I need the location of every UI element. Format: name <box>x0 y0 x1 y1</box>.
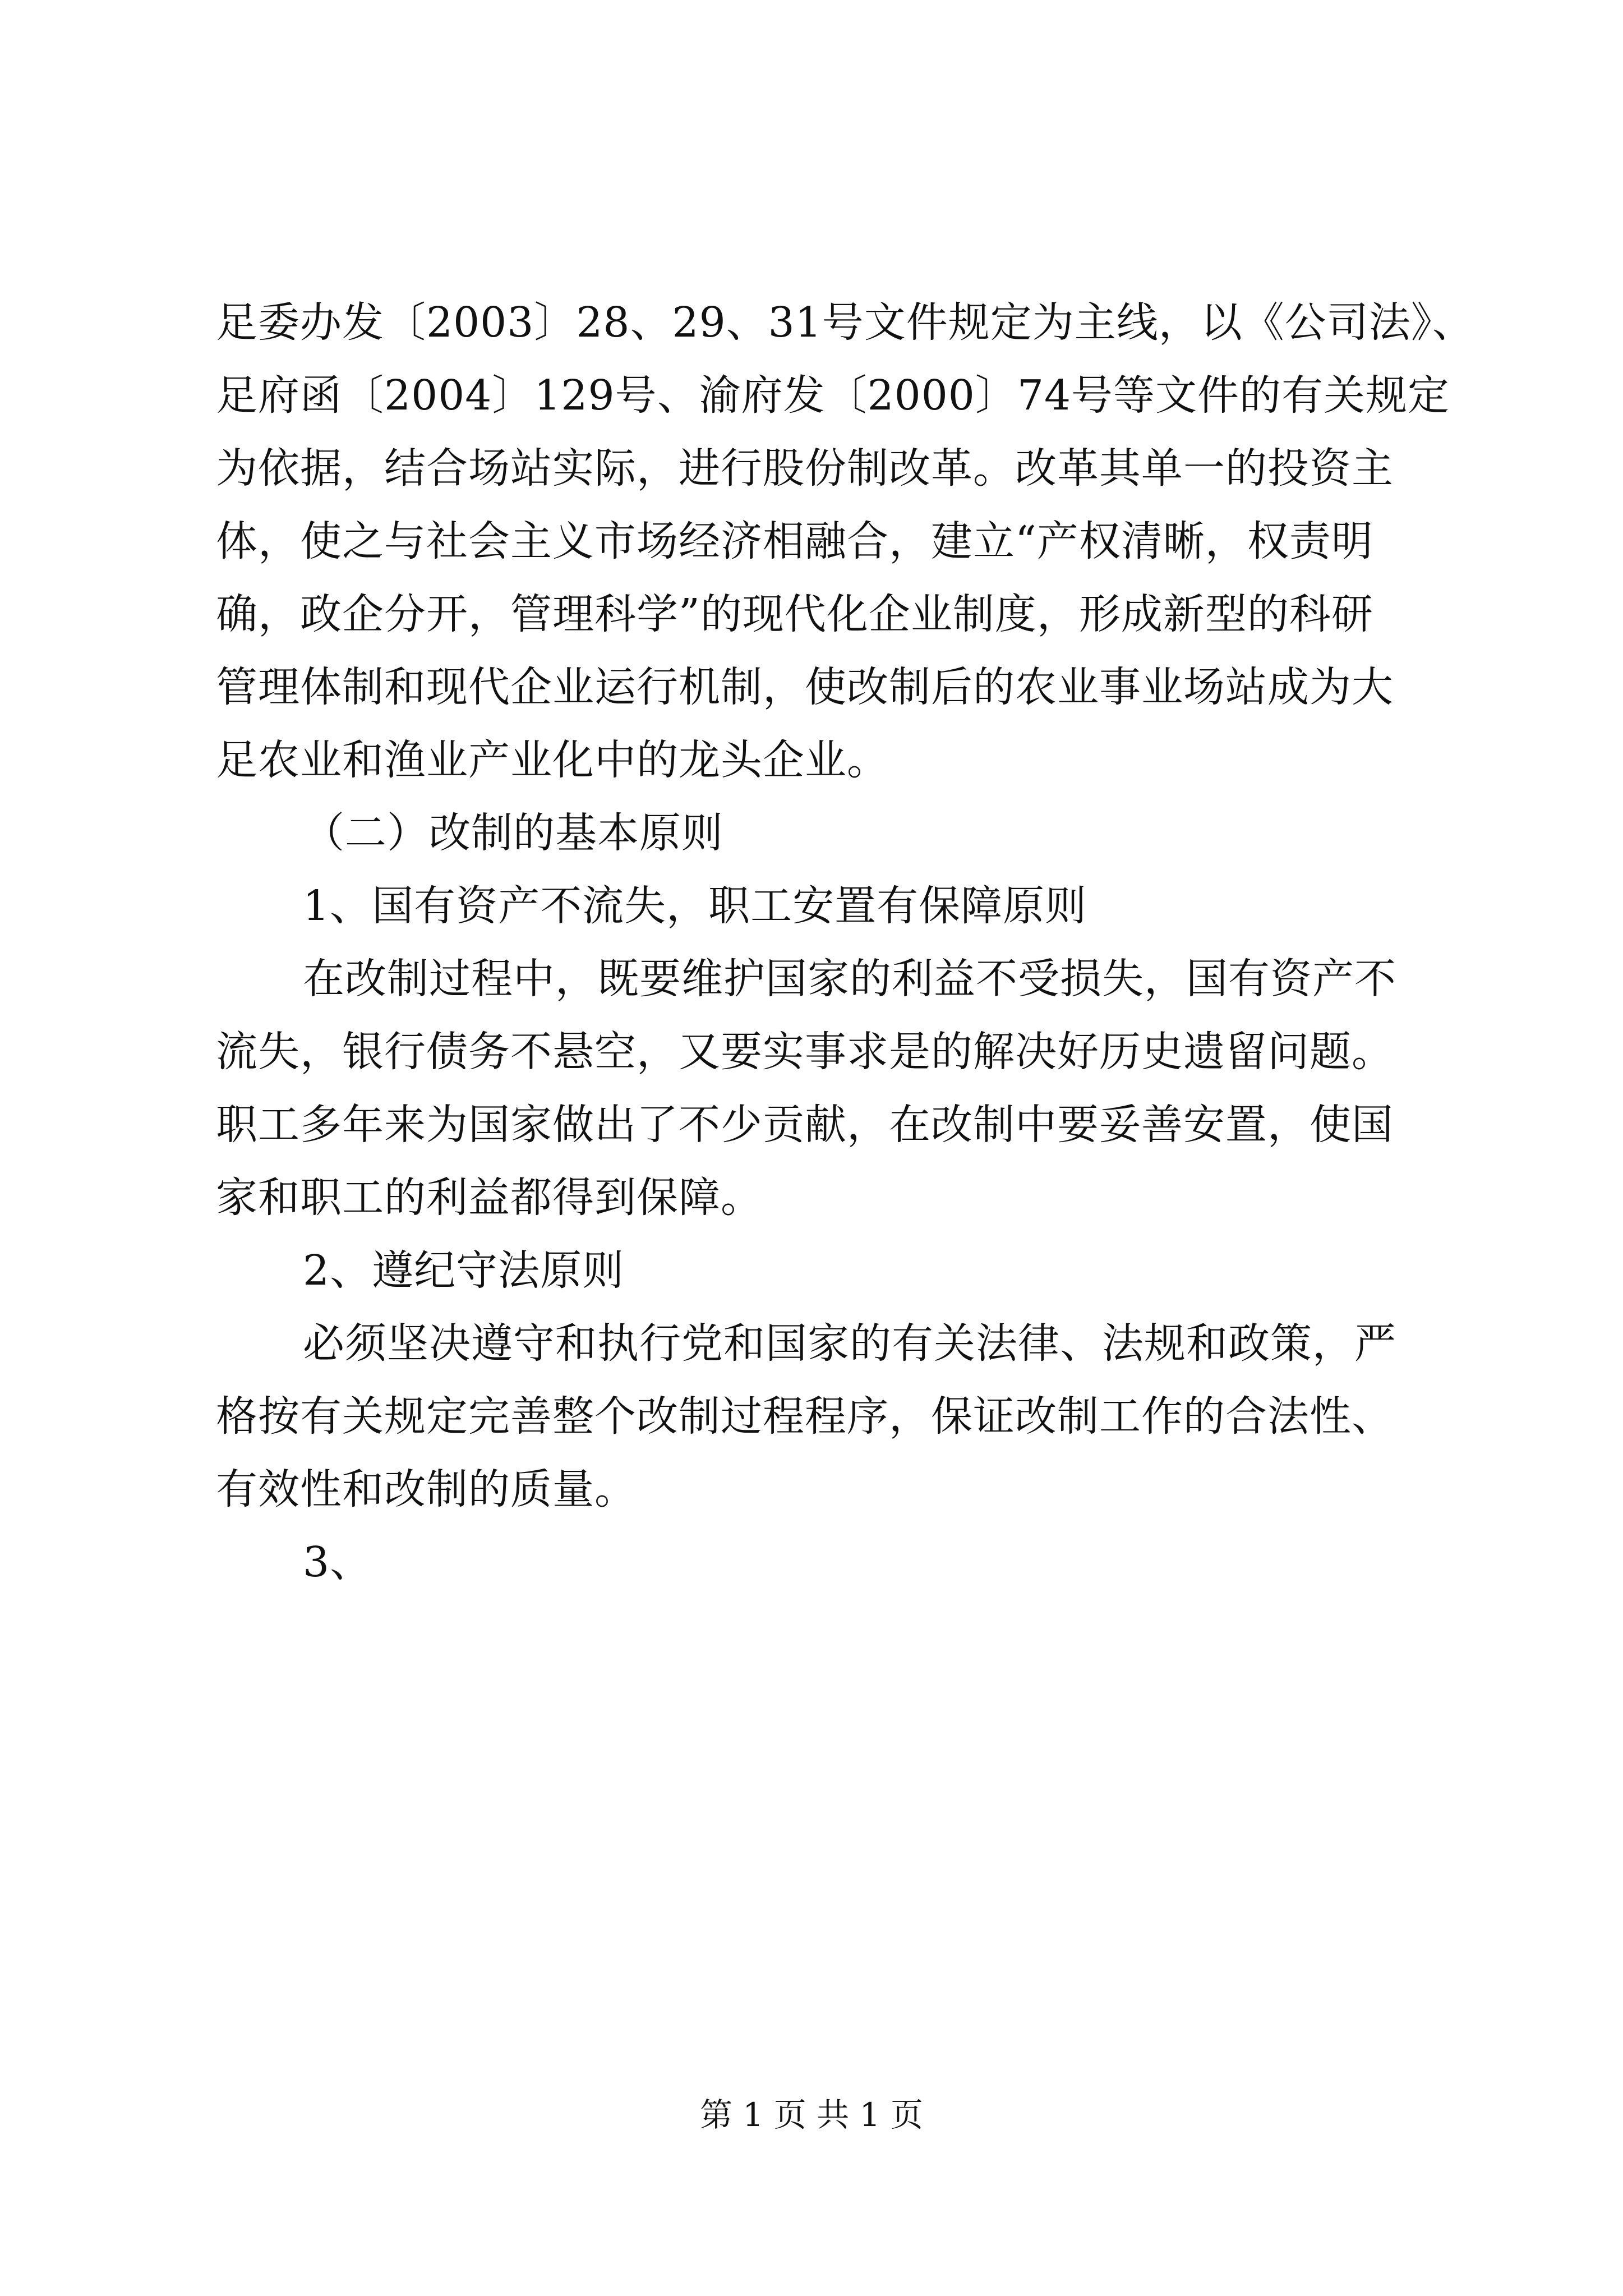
body-line: 体，使之与社会主义市场经济相融合，建立“产权清晰，权责明 <box>216 517 1373 565</box>
body-line: 格按有关规定完善整个改制过程程序，保证改制工作的合法性、 <box>216 1392 1394 1441</box>
body-line: 足府函〔2004〕129号、渝府发〔2000〕74号等文件的有关规定 <box>216 371 1450 420</box>
body-line: 足委办发〔2003〕28、29、31号文件规定为主线，以《公司法》、 <box>216 298 1474 347</box>
body-line: 流失，银行债务不悬空，又要实事求是的解决好历史遗留问题。 <box>216 1028 1394 1076</box>
body-line: 有效性和改制的质量。 <box>216 1465 637 1513</box>
section-heading: （二）改制的基本原则 <box>303 809 723 857</box>
subsection-heading: 2、遵纪守法原则 <box>303 1246 625 1295</box>
body-line: 确，政企分开，管理科学”的现代化企业制度，形成新型的科研 <box>216 590 1373 638</box>
page-number-footer: 第 1 页 共 1 页 <box>700 2096 923 2134</box>
body-line: 职工多年来为国家做出了不少贡献，在改制中要妥善安置，使国 <box>216 1101 1394 1149</box>
body-line: 为依据，结合场站实际，进行股份制改革。改革其单一的投资主 <box>216 444 1394 493</box>
body-line: 家和职工的利益都得到保障。 <box>216 1174 763 1222</box>
body-line: 管理体制和现代企业运行机制，使改制后的农业事业场站成为大 <box>216 663 1394 711</box>
subsection-heading: 1、国有资产不流失，职工安置有保障原则 <box>303 882 1087 930</box>
paragraph-first-line: 必须坚决遵守和执行党和国家的有关法律、法规和政策，严 <box>303 1319 1396 1368</box>
subsection-heading: 3、 <box>303 1538 372 1586</box>
body-line: 足农业和渔业产业化中的龙头企业。 <box>216 736 889 784</box>
paragraph-first-line: 在改制过程中，既要维护国家的利益不受损失，国有资产不 <box>303 955 1396 1003</box>
